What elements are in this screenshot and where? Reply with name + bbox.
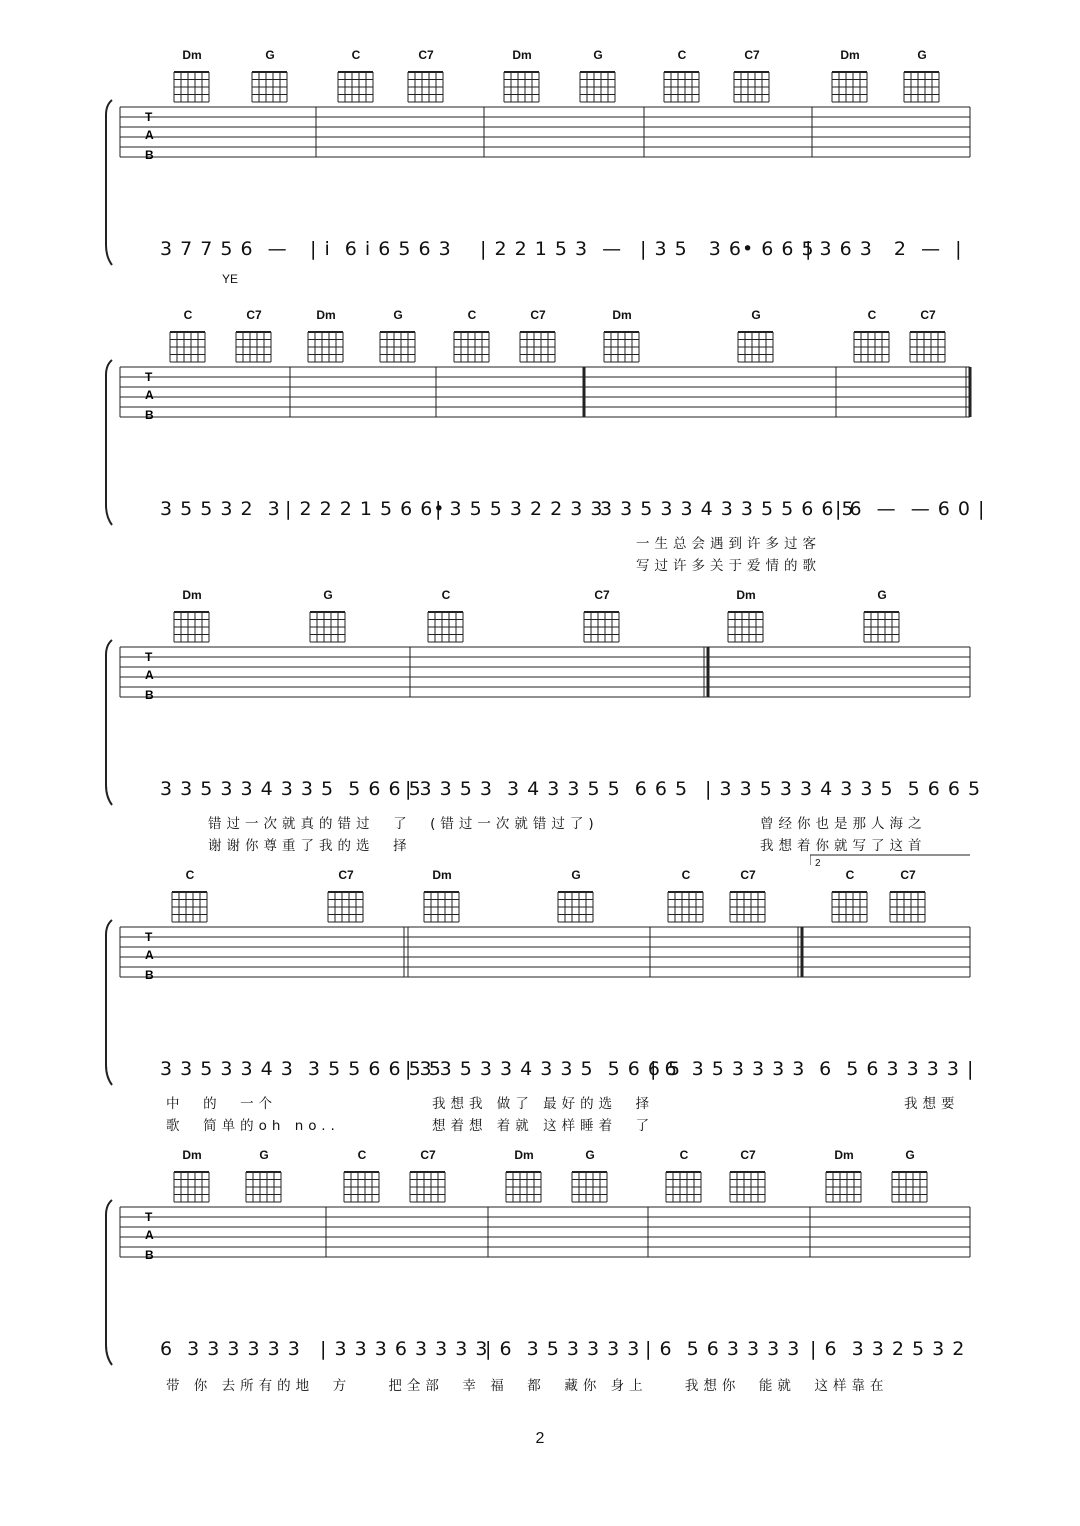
svg-text:A: A (145, 388, 154, 402)
chord-diagram: C7 (316, 870, 376, 926)
numbered-notation: 3 5 5 3 2 3 | 2 2 2 1 5 6 6• | 3 5 5 3 2 2 3 3 3 3 5 3 3 4 3 3 5 5 6 6 5 | 6 — — 6 0 | (160, 498, 986, 520)
chord-grid (726, 1166, 770, 1204)
chord-diagram: C7 (718, 870, 778, 926)
chord-grid (170, 1166, 214, 1204)
chord-diagram: C (158, 310, 218, 366)
chord-diagram: C (652, 50, 712, 106)
chord-grid (450, 326, 494, 364)
chord-grid (886, 886, 930, 924)
chord-grid (888, 1166, 932, 1204)
lyric-line-1: 一生总会遇到许多过客 (636, 536, 821, 552)
chord-grid (724, 606, 768, 644)
chord-diagram: Dm (162, 1150, 222, 1206)
chord-grid (900, 66, 944, 104)
chord-diagram: Dm (814, 1150, 874, 1206)
chord-diagram: C7 (398, 1150, 458, 1206)
svg-text:B: B (145, 688, 154, 702)
chord-diagram: C (820, 870, 880, 926)
chord-diagram: G (568, 50, 628, 106)
chord-diagram: G (560, 1150, 620, 1206)
numbered-notation: 3 3 5 3 3 4 3 3 5 5 6 6 5 5 | 3 3 5 3 3 4 3 3 5 5 6 6 5 | 6 3 5 3 3 3 3 6 5 6 3 3 3 3 | (160, 1058, 975, 1080)
chord-diagram: C7 (722, 50, 782, 106)
chord-diagram: C (654, 1150, 714, 1206)
chord-diagram: Dm (492, 50, 552, 106)
svg-text:T: T (145, 650, 153, 664)
tab-system-5 (0, 1145, 1080, 1415)
chord-diagram: C (332, 1150, 392, 1206)
svg-text:T: T (145, 370, 153, 384)
chord-diagram: C (160, 870, 220, 926)
numbered-notation: 3 7 7 5 6 — | i 6 i 6 5 6 3 | 2 2 1 5 3 — | 3 5 3 6• 6 6 5 | 3 6 3 2 — | (160, 238, 963, 260)
chord-grid (906, 326, 950, 364)
chord-diagram: C (442, 310, 502, 366)
chord-diagram: Dm (494, 1150, 554, 1206)
chord-diagram: C (326, 50, 386, 106)
lyric-line-1b: 我想我 做了 最好的选 择 (432, 1096, 655, 1112)
chord-grid (822, 1166, 866, 1204)
lyric-line-2: 写过许多关于爱情的歌 (636, 558, 821, 574)
chord-diagram: G (892, 50, 952, 106)
tab-system-3 (0, 585, 1080, 869)
chord-grid (828, 66, 872, 104)
svg-text:A: A (145, 128, 154, 142)
lyric-line-2: 谢谢你尊重了我的选 择 (208, 838, 412, 854)
chord-grid (420, 886, 464, 924)
chord-diagram: C (842, 310, 902, 366)
chord-grid (850, 326, 894, 364)
chord-grid (248, 66, 292, 104)
chord-grid (730, 66, 774, 104)
page-number: 2 (535, 1430, 545, 1447)
chord-grid (860, 606, 904, 644)
chord-diagram: Dm (162, 50, 222, 106)
lyric-line-1b: 曾经你也是那人海之 (760, 816, 927, 832)
chord-grid (232, 326, 276, 364)
chord-diagram: C (416, 590, 476, 646)
lyric-line-1: 错过一次就真的错过 了 (错过一次就错过了) (208, 816, 599, 832)
chord-grid (568, 1166, 612, 1204)
chord-diagram: Dm (592, 310, 652, 366)
chord-grid (168, 886, 212, 924)
chord-grid (424, 606, 468, 644)
svg-text:T: T (145, 930, 153, 944)
chord-grid (662, 1166, 706, 1204)
tab-system-2 (0, 305, 1080, 575)
tab-system-4 (0, 865, 1080, 1135)
svg-text:B: B (145, 148, 154, 162)
chord-grid (170, 606, 214, 644)
chord-grid (324, 886, 368, 924)
chord-grid (306, 606, 350, 644)
chord-diagram: G (234, 1150, 294, 1206)
chord-grid (734, 326, 778, 364)
chord-diagram: G (726, 310, 786, 366)
lyric-line-1: 带 你 去所有的地 方 把全部 幸 福 都 藏你 身上 我想你 能就 这样靠在 (166, 1378, 889, 1394)
chord-diagram: C7 (508, 310, 568, 366)
chord-diagram: G (368, 310, 428, 366)
svg-text:T: T (145, 1210, 153, 1224)
volta-number: 2 (815, 858, 821, 869)
chord-grid (242, 1166, 286, 1204)
chord-diagram: Dm (296, 310, 356, 366)
lyric-line-1: 中 的 一个 (166, 1096, 278, 1112)
svg-text:A: A (145, 948, 154, 962)
numbered-notation: 6 3 3 3 3 3 3 | 3 3 3 6 3 3 3 3 | 6 3 5 3 3 3 3 | 6 5 6 3 3 3 3 | 6 3 3 2 5 3 2 (160, 1338, 966, 1360)
chord-grid (404, 66, 448, 104)
chord-grid (576, 66, 620, 104)
numbered-notation: 3 3 5 3 3 4 3 3 5 5 6 6 5 | 3 3 5 3 3 4 3 3 5 5 6 6 5 | 3 3 5 3 3 4 3 3 5 5 6 6 5 (160, 778, 982, 800)
chord-diagram: G (880, 1150, 940, 1206)
chord-grid (334, 66, 378, 104)
chord-grid (502, 1166, 546, 1204)
chord-grid (660, 66, 704, 104)
chord-grid (664, 886, 708, 924)
lyric-line-2b: 想着想 着就 这样睡着 了 (432, 1118, 655, 1134)
chord-diagram: G (240, 50, 300, 106)
chord-diagram: G (852, 590, 912, 646)
chord-grid (166, 326, 210, 364)
lyric-line-2b: 我想着你就写了这首 (760, 838, 927, 854)
chord-grid (406, 1166, 450, 1204)
svg-text:A: A (145, 668, 154, 682)
chord-grid (376, 326, 420, 364)
chord-diagram: C7 (878, 870, 938, 926)
lyric-line-1c: 我想要 (904, 1096, 960, 1112)
svg-text:B: B (145, 1248, 154, 1262)
chord-diagram: G (546, 870, 606, 926)
svg-text:T: T (145, 110, 153, 124)
chord-diagram: Dm (412, 870, 472, 926)
chord-diagram: G (298, 590, 358, 646)
ye-mark: YE (222, 272, 239, 286)
chord-diagram: C7 (898, 310, 958, 366)
chord-grid (340, 1166, 384, 1204)
chord-grid (500, 66, 544, 104)
chord-grid (304, 326, 348, 364)
svg-text:B: B (145, 408, 154, 422)
chord-diagram: Dm (162, 590, 222, 646)
chord-diagram: C7 (572, 590, 632, 646)
chord-diagram: C7 (718, 1150, 778, 1206)
svg-text:A: A (145, 1228, 154, 1242)
chord-grid (580, 606, 624, 644)
svg-text:B: B (145, 968, 154, 982)
chord-grid (554, 886, 598, 924)
lyric-line-2: 歌 简单的oh no.. (166, 1118, 340, 1134)
chord-diagram: Dm (716, 590, 776, 646)
chord-grid (170, 66, 214, 104)
chord-grid (828, 886, 872, 924)
tab-system-1 (0, 45, 1080, 315)
chord-grid (516, 326, 560, 364)
chord-diagram: C7 (396, 50, 456, 106)
chord-grid (600, 326, 644, 364)
chord-diagram: C (656, 870, 716, 926)
chord-grid (726, 886, 770, 924)
chord-diagram: C7 (224, 310, 284, 366)
chord-diagram: Dm (820, 50, 880, 106)
